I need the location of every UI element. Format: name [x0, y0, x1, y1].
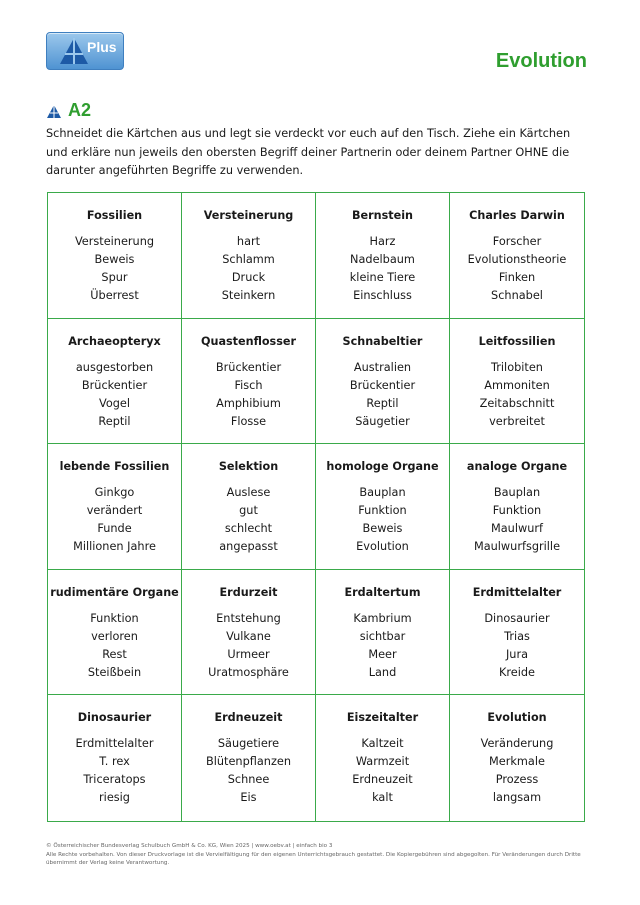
card-forbidden-term: Eis — [240, 791, 257, 805]
term-card — [182, 695, 316, 821]
card-forbidden-term: Nadelbaum — [350, 253, 415, 266]
plus-logo — [46, 32, 124, 70]
card-forbidden-term: Beweis — [94, 253, 135, 266]
card-forbidden-term: Ammoniten — [484, 378, 550, 392]
page-title: Evolution — [495, 50, 587, 72]
card-forbidden-term: Uratmosphäre — [208, 665, 289, 679]
card-forbidden-term: Reptil — [98, 414, 131, 428]
term-card — [316, 444, 450, 570]
card-forbidden-term: Funktion — [358, 504, 407, 518]
card-title: Selektion — [218, 460, 279, 474]
card-title: Fossilien — [86, 209, 143, 222]
card-forbidden-term: Erdmittelalter — [75, 737, 154, 751]
card-forbidden-term: Maulwurf — [491, 522, 543, 536]
pyramid-logo-icon — [59, 37, 89, 65]
card-forbidden-term: Veränderung — [480, 737, 554, 751]
card-forbidden-term: Druck — [231, 271, 266, 284]
card-forbidden-term: verloren — [91, 629, 138, 643]
term-card — [316, 570, 450, 696]
card-forbidden-term: Merkmale — [489, 755, 545, 769]
card-grid — [47, 192, 585, 822]
term-card — [182, 319, 316, 445]
card-forbidden-term: Maulwurfsgrille — [473, 540, 561, 554]
card-forbidden-term: Vulkane — [226, 629, 271, 643]
card-forbidden-term: Prozess — [495, 773, 539, 787]
card-title: Quastenflosser — [201, 334, 296, 348]
card-title: Erdneuzeit — [214, 711, 283, 725]
card-forbidden-term: Einschluss — [353, 289, 412, 302]
term-card — [182, 570, 316, 696]
card-forbidden-term: Flosse — [230, 414, 267, 428]
card-title: analoge Organe — [466, 460, 568, 474]
card-forbidden-term: Ginkgo — [94, 486, 135, 500]
card-forbidden-term: Land — [368, 665, 397, 679]
term-card — [450, 319, 584, 445]
card-forbidden-term: Millionen Jahre — [73, 540, 156, 554]
footer — [46, 842, 586, 868]
card-forbidden-term: gut — [239, 504, 258, 518]
card-forbidden-term: Brückentier — [81, 378, 148, 392]
card-forbidden-term: Fisch — [234, 378, 263, 392]
term-card — [450, 695, 584, 821]
card-forbidden-term: ausgestorben — [75, 360, 154, 374]
term-card — [48, 570, 182, 696]
card-forbidden-term: Funde — [97, 522, 132, 536]
card-forbidden-term: Trias — [504, 629, 530, 643]
pyramid-icon — [47, 105, 61, 118]
card-forbidden-term: Bauplan — [493, 486, 541, 500]
term-card — [450, 444, 584, 570]
card-forbidden-term: Warmzeit — [355, 755, 410, 769]
card-title: lebende Fossilien — [59, 460, 170, 474]
card-forbidden-term: Spur — [101, 271, 128, 284]
term-card — [316, 319, 450, 445]
card-forbidden-term: T. rex — [99, 755, 130, 769]
card-forbidden-term: Überrest — [90, 289, 139, 302]
card-forbidden-term: Forscher — [492, 235, 542, 248]
card-title: Archaeopteryx — [68, 334, 161, 348]
card-forbidden-term: Amphibium — [216, 396, 281, 410]
card-forbidden-term: Bauplan — [359, 486, 406, 500]
card-forbidden-term: Entstehung — [216, 611, 281, 625]
card-title: Leitfossilien — [478, 334, 556, 348]
card-forbidden-term: Dinosaurier — [484, 611, 550, 625]
card-forbidden-term: Reptil — [366, 396, 399, 410]
card-forbidden-term: Kambrium — [353, 611, 412, 625]
term-card — [182, 444, 316, 570]
term-card — [316, 695, 450, 821]
card-title: Erdaltertum — [344, 585, 421, 599]
card-title: Eiszeitalter — [346, 711, 419, 725]
card-title: Bernstein — [352, 209, 413, 222]
card-forbidden-term: Vogel — [98, 396, 131, 410]
card-forbidden-term: kalt — [372, 791, 393, 805]
card-title: rudimentäre Organe — [50, 585, 179, 599]
card-forbidden-term: Kreide — [498, 665, 535, 679]
card-forbidden-term: Jura — [505, 647, 529, 661]
card-forbidden-term: Meer — [368, 647, 397, 661]
card-forbidden-term: Säugetier — [355, 414, 410, 428]
term-card — [48, 319, 182, 445]
card-forbidden-term: Steißbein — [87, 665, 142, 679]
card-forbidden-term: Finken — [498, 271, 536, 284]
card-forbidden-term: verbreitet — [489, 414, 545, 428]
term-card — [48, 193, 182, 319]
card-forbidden-term: Schnee — [227, 773, 270, 787]
card-forbidden-term: Funktion — [492, 504, 542, 518]
term-card — [316, 193, 450, 319]
term-card — [450, 570, 584, 696]
card-title: Versteinerung — [203, 209, 294, 222]
card-forbidden-term: Kaltzeit — [361, 737, 404, 751]
card-title: Erdurzeit — [219, 585, 278, 599]
card-forbidden-term: angepasst — [219, 540, 278, 554]
term-card — [182, 193, 316, 319]
card-forbidden-term: Australien — [353, 360, 412, 374]
card-title: Dinosaurier — [77, 711, 152, 725]
card-title: Charles Darwin — [469, 209, 565, 222]
card-forbidden-term: Blütenpflanzen — [206, 755, 291, 769]
card-forbidden-term: Auslese — [226, 486, 271, 500]
card-forbidden-term: Rest — [102, 647, 127, 661]
card-title: Schnabeltier — [342, 334, 423, 348]
card-forbidden-term: hart — [236, 235, 261, 248]
card-forbidden-term: sichtbar — [359, 629, 406, 643]
card-forbidden-term: Funktion — [90, 611, 139, 625]
card-forbidden-term: schlecht — [224, 522, 273, 536]
term-card — [450, 193, 584, 319]
card-forbidden-term: kleine Tiere — [349, 271, 416, 284]
footer-rights: Alle Rechte vorbehalten. Von dieser Druckvorlage ist die Vervielfältigung für den eigenen Unterrichtsgebrauch gestattet. Die Kopiergebühren sind abgegolten. Für Veränderungen durch Dritte übernimmt der Verlag keine Verantwortung. — [46, 851, 581, 866]
card-title: homologe Organe — [326, 460, 439, 474]
section-title: A2 — [68, 100, 92, 120]
footer-copyright: © Österreichischer Bundesverlag Schulbuch GmbH & Co. KG, Wien 2025 | www.oebv.at | einfach bio 3 — [46, 843, 333, 849]
card-title: Erdmittelalter — [472, 585, 562, 599]
term-card — [48, 695, 182, 821]
card-forbidden-term: Evolutionstheorie — [467, 253, 567, 266]
card-forbidden-term: Trilobiten — [491, 360, 543, 374]
term-card — [48, 444, 182, 570]
card-forbidden-term: Schlamm — [222, 253, 275, 266]
card-forbidden-term: Zeitabschnitt — [479, 396, 555, 410]
logo-text: Plus — [87, 39, 117, 55]
instructions-text: Schneidet die Kärtchen aus und legt sie verdeckt vor euch auf den Tisch. Ziehe ein Kärtchen und erkläre nun jeweils den obersten Begriff deiner Partnerin oder deinem Partner OHNE die darunter angeführten Begriffe zu verwenden. — [46, 127, 571, 177]
card-forbidden-term: Schnabel — [491, 289, 543, 302]
card-forbidden-term: Beweis — [362, 522, 403, 536]
card-forbidden-term: verändert — [86, 504, 143, 518]
card-forbidden-term: Harz — [369, 235, 396, 248]
card-forbidden-term: Urmeer — [227, 647, 270, 661]
card-forbidden-term: Versteinerung — [74, 235, 155, 248]
card-forbidden-term: Steinkern — [221, 289, 276, 302]
card-forbidden-term: Erdneuzeit — [352, 773, 413, 787]
card-forbidden-term: Evolution — [356, 540, 409, 554]
card-forbidden-term: langsam — [492, 791, 542, 805]
card-title: Evolution — [487, 711, 547, 725]
card-forbidden-term: riesig — [99, 791, 130, 805]
card-forbidden-term: Säugetiere — [217, 737, 280, 751]
card-forbidden-term: Triceratops — [83, 773, 146, 787]
card-forbidden-term: Brückentier — [349, 378, 416, 392]
card-forbidden-term: Brückentier — [215, 360, 282, 374]
